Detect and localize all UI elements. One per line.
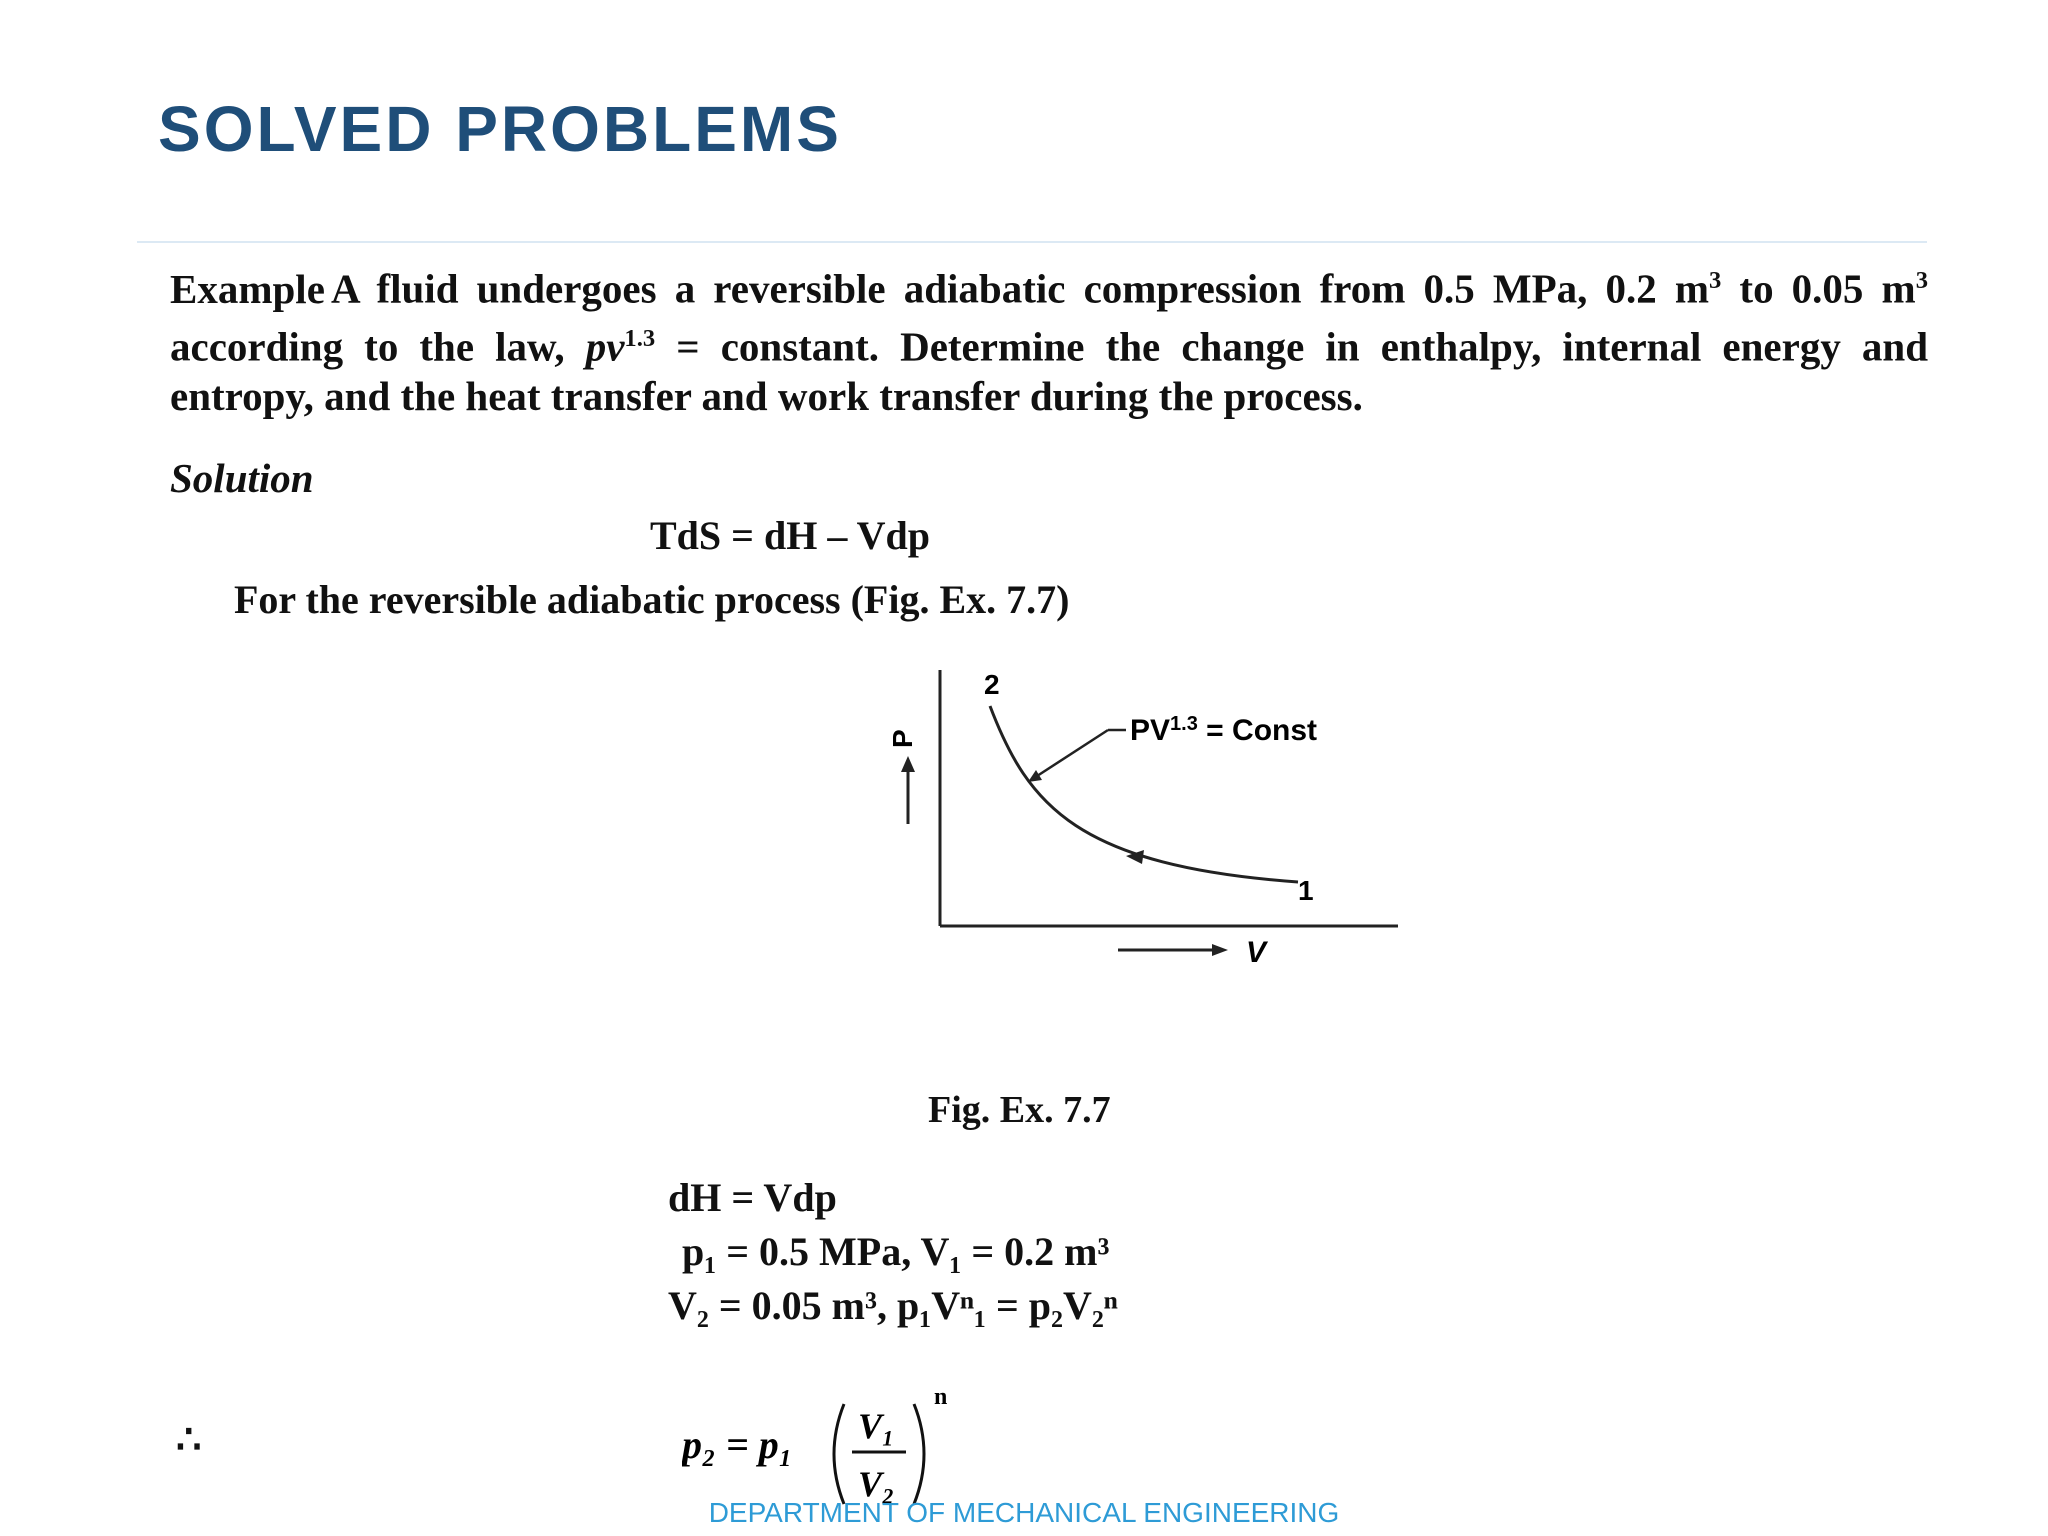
scanned-problem	[158, 248, 1929, 1504]
curve-law-rest: = Const	[1197, 714, 1318, 747]
equation-p2-svg	[682, 1374, 1002, 1514]
problem-line-2b: 3	[1709, 267, 1722, 294]
equation-dh: dH = Vdp	[668, 1175, 837, 1220]
problem-line-2c: to 0.05 m	[1721, 265, 1916, 312]
y-axis-label: P	[887, 729, 918, 748]
x-axis-label: V	[1246, 936, 1267, 969]
slide-title: SOLVED PROBLEMS	[158, 93, 842, 165]
solution-lead-text: For the reversible adiabatic process (Fig. Ex. 7.7)	[234, 577, 1070, 622]
problem-line-2e: according to the law,	[170, 323, 586, 370]
pv-diagram	[698, 646, 1578, 1116]
equation-tds: TdS = dH – Vdp	[650, 513, 930, 558]
problem-line-4: work transfer during the process.	[777, 373, 1363, 420]
example-label: Example	[170, 265, 325, 312]
slide-footer: DEPARTMENT OF MECHANICAL ENGINEERING	[708, 1497, 1340, 1528]
problem-line-2h: = constant. Determine	[655, 323, 1085, 370]
right-paren	[914, 1404, 924, 1504]
fraction-numerator: V₁	[858, 1406, 895, 1446]
fraction-denominator: V₂	[858, 1464, 895, 1504]
problem-line-3: the change in enthalpy, internal energy and entropy, and the heat transfer and	[170, 323, 1929, 420]
curve-law-base: PV	[1130, 714, 1171, 747]
equation-p2-lhs: p₂ = p₁	[682, 1422, 793, 1467]
therefore-symbol: ∴	[176, 1417, 202, 1462]
figure-caption: Fig. Ex. 7.7	[928, 1089, 1111, 1131]
problem-line-2a: 0.5 MPa, 0.2 m	[1423, 265, 1709, 312]
y-axis-arrowhead	[901, 756, 915, 772]
leader-arrowhead	[1028, 770, 1042, 782]
leader-line	[1034, 730, 1108, 778]
equation-state-2: V₂ = 0.05 m³, p₁Vⁿ₁ = p₂V₂ⁿ	[668, 1283, 1118, 1328]
problem-line-2g: 1.3	[624, 324, 656, 352]
problem-line-2d: 3	[1915, 267, 1929, 294]
pv-diagram-svg	[698, 646, 1578, 1116]
left-paren	[834, 1404, 844, 1504]
x-axis-arrowhead	[1212, 944, 1228, 956]
point-1-label: 1	[1298, 875, 1314, 906]
problem-line-1: A fluid undergoes a reversible adiabatic compression from	[331, 265, 1406, 312]
problem-line-2f: pv	[585, 323, 625, 370]
equation-state-1: p₁ = 0.5 MPa, V₁ = 0.2 m³	[682, 1229, 1110, 1274]
curve-law-exponent: 1.3	[1170, 713, 1198, 735]
title-divider	[137, 241, 1927, 243]
fraction-exponent: n	[934, 1384, 948, 1410]
problem-statement	[170, 256, 1928, 421]
curve-law-label	[1130, 713, 1317, 747]
solution-heading: Solution	[170, 455, 314, 501]
point-2-label: 2	[984, 669, 1000, 700]
